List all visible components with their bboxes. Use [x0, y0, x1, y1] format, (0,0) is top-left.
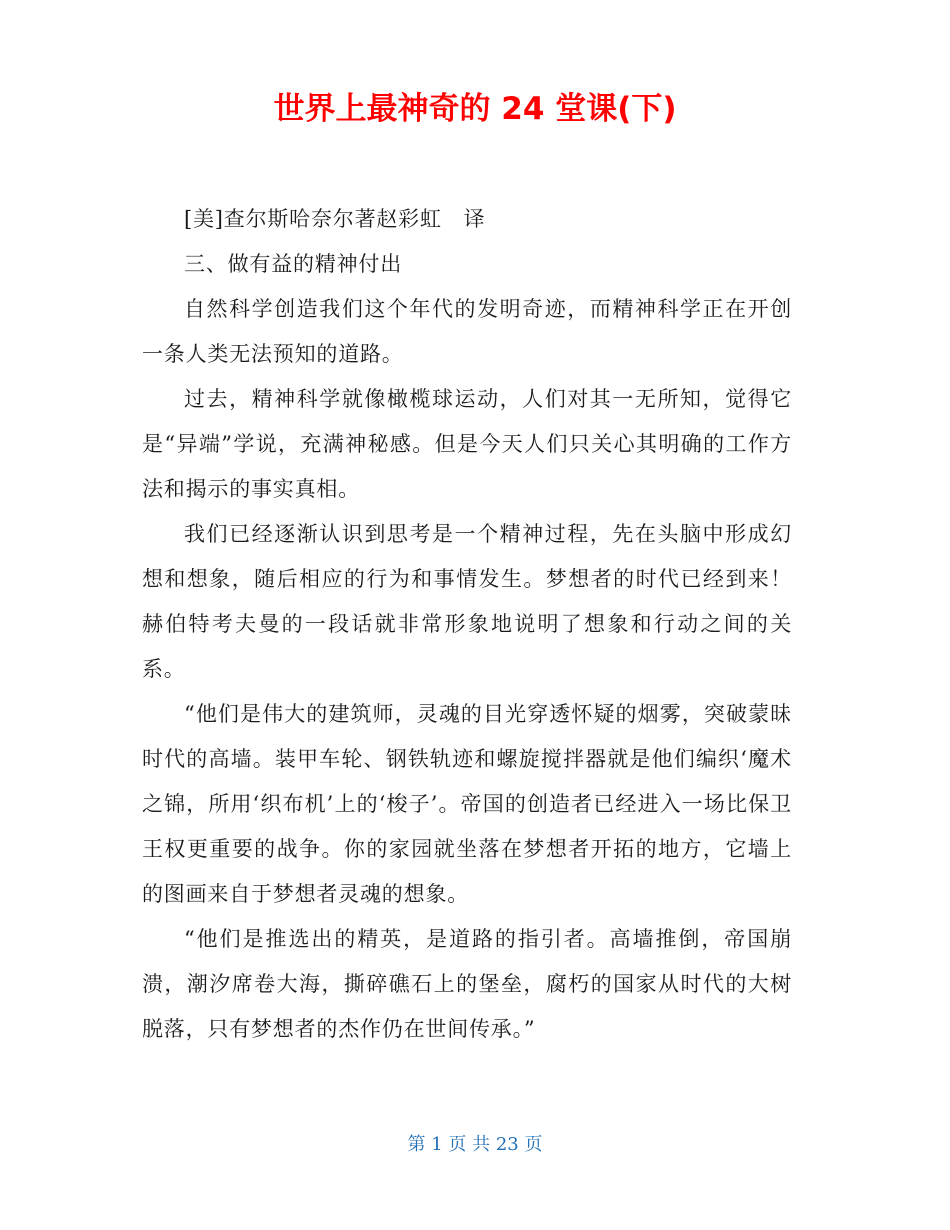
page-number-footer: 第 1 页 共 23 页	[407, 1134, 543, 1155]
quote-paragraph: “他们是推选出的精英，是道路的指引者。高墙推倒，帝国崩溃，潮汐席卷大海，撕碎礁石上的堡垒，腐朽的国家从时代的大树脱落，只有梦想者的杰作仍在世间传承。”	[142, 927, 792, 1041]
body-paragraph: 过去，精神科学就像橄榄球运动，人们对其一无所知，觉得它是“异端”学说，充满神秘感。但是今天人们只关心其明确的工作方法和揭示的事实真相。	[142, 387, 792, 501]
body-paragraph: 我们已经逐渐认识到思考是一个精神过程，先在头脑中形成幻想和想象，随后相应的行为和事情发生。梦想者的时代已经到来！赫伯特考夫曼的一段话就非常形象地说明了想象和行动之间的关系。	[142, 522, 792, 681]
section-heading: 三、做有益的精神付出	[184, 252, 402, 276]
quote-paragraph: “他们是伟大的建筑师，灵魂的目光穿透怀疑的烟雾，突破蒙昧时代的高墙。装甲车轮、钢铁轨迹和螺旋搅拌器就是他们编织‘魔术之锦，所用‘织布机’上的‘梭子’。帝国的创造者已经进入一场比保卫王权更重要的战争。你的家园就坐落在梦想者开拓的地方，它墙上的图画来自于梦想者灵魂的想象。	[142, 702, 792, 906]
document-body	[142, 197, 792, 1052]
author-translator-line: [美]查尔斯哈奈尔著赵彩虹 译	[184, 207, 486, 231]
document-title: 世界上最神奇的 24 堂课(下)	[273, 91, 677, 127]
body-paragraph: 自然科学创造我们这个年代的发明奇迹，而精神科学正在开创一条人类无法预知的道路。	[142, 297, 792, 366]
